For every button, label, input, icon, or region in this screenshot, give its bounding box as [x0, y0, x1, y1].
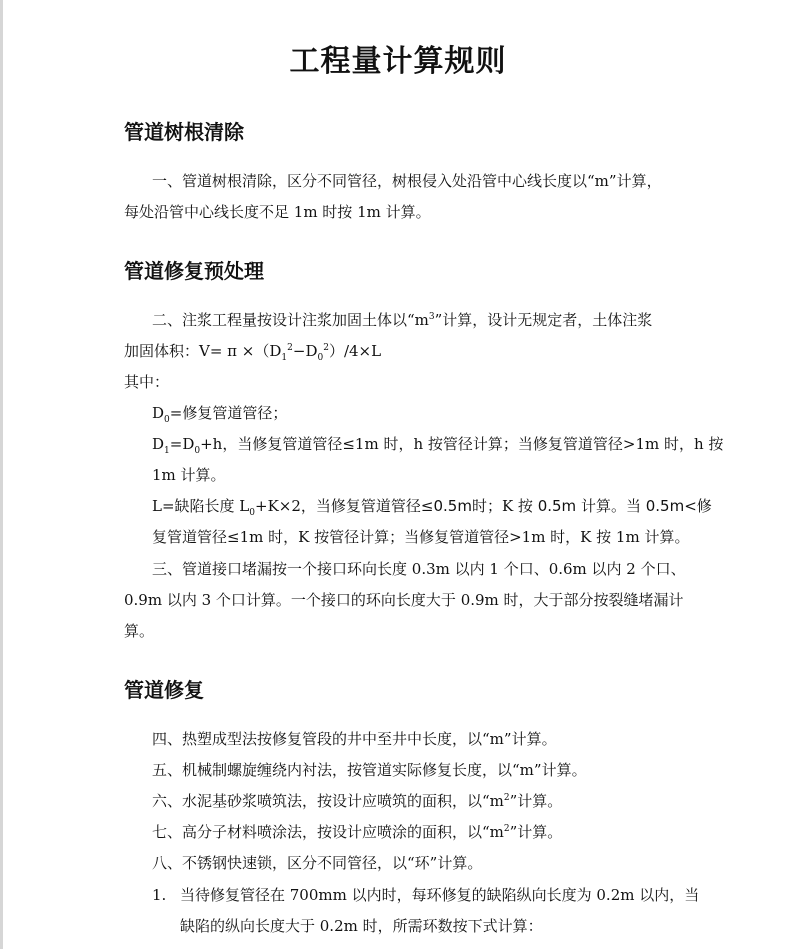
paragraph-5: 五、机械制螺旋缠绕内衬法，按管道实际修复长度，以“m”计算。	[152, 761, 587, 779]
page-title: 工程量计算规则	[289, 44, 507, 79]
section-heading-pipe-repair: 管道修复	[124, 678, 204, 702]
definition-l-line-2: 复管道管径≤1m 时，K 按管径计算；当修复管道管径>1m 时，K 按 1m 计算。	[152, 528, 690, 546]
paragraph-4: 四、热塑成型法按修复管段的井中至井中长度，以“m”计算。	[152, 730, 557, 748]
paragraph-6: 六、水泥基砂浆喷筑法，按设计应喷筑的面积，以“$m^2$”计算。	[152, 792, 563, 810]
section-heading-pretreatment: 管道修复预处理	[124, 259, 264, 283]
paragraph-3-line-2: 0.9m 以内 3 个口计算。一个接口的环向长度大于 0.9m 时，大于部分按裂缝堵漏计	[124, 591, 684, 609]
section-heading-root-removal: 管道树根清除	[124, 120, 244, 144]
paragraph-1-line-2: 每处沿管中心线长度不足 1m 时按 1m 计算。	[124, 203, 431, 221]
definition-d1-line-2: 1m 计算。	[152, 466, 226, 484]
paragraph-2-line-1: 二、注浆工程量按设计注浆加固土体以“$m^3$”计算，设计无规定者，土体注浆	[152, 311, 653, 329]
paragraph-3-line-1: 三、管道接口堵漏按一个接口环向长度 0.3m 以内 1 个口、0.6m 以内 2 个口、	[152, 560, 686, 578]
volume-formula: 加固体积：$V= \pi \times(D_1^2-D_0^2)/4\times L$	[124, 342, 382, 363]
definition-d0: $D_0=$修复管道管径；	[152, 404, 288, 425]
list-item-1-number: 1.	[152, 886, 167, 904]
paragraph-3-line-3: 算。	[124, 622, 155, 640]
paragraph-7: 七、高分子材料喷涂法，按设计应喷涂的面积，以“$m^2$”计算。	[152, 823, 563, 841]
paragraph-8: 八、不锈钢快速锁，区分不同管径，以“环”计算。	[152, 854, 483, 872]
list-item-1-line-1: 当待修复管径在 700mm 以内时，每环修复的缺陷纵向长度为 0.2m 以内，当	[180, 886, 700, 904]
list-item-1-line-2: 缺陷的纵向长度大于 0.2m 时，所需环数按下式计算：	[180, 917, 543, 935]
where-label: 其中：	[124, 373, 170, 391]
paragraph-1-line-1: 一、管道树根清除，区分不同管径，树根侵入处沿管中心线长度以“m”计算，	[152, 172, 662, 190]
definition-l-line-1: L=缺陷长度 $L_0+K\times 2$，当修复管道管径≤0.5m时；K 按 0.5m 计算。当 0.5m<修	[152, 497, 712, 518]
definition-d1-line-1: $D_1=D_0+h$，当修复管道管径≤1m 时，h 按管径计算；当修复管道管径>1m 时，h 按	[152, 435, 724, 456]
